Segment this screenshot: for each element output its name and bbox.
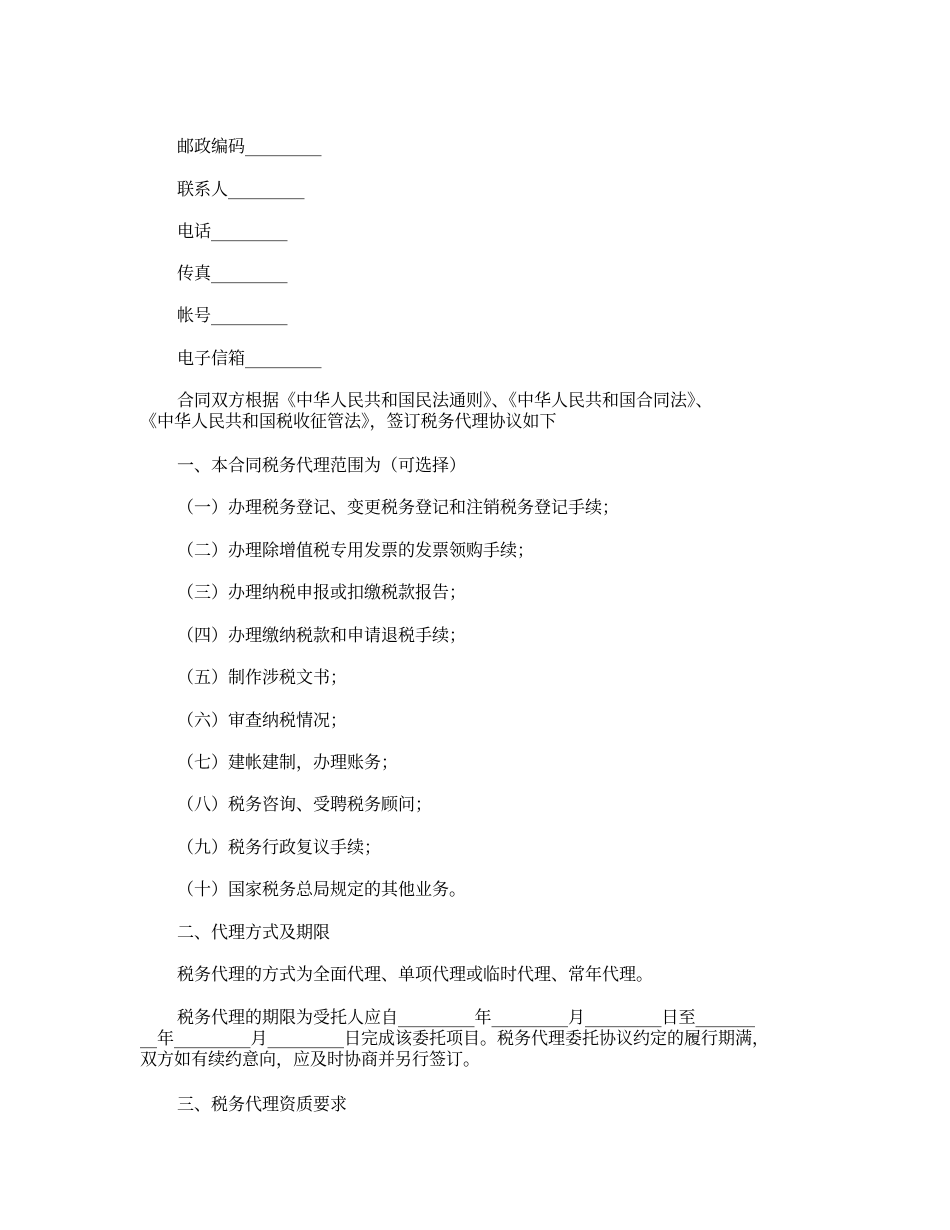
intro-paragraph-line-2: 《中华人民共和国税收征管法》，签订税务代理协议如下: [140, 412, 557, 432]
fax-field: 传真_________: [177, 264, 288, 284]
scope-item: （十）国家税务总局规定的其他业务。: [177, 880, 466, 900]
postal-code-field: 邮政编码_________: [177, 137, 322, 157]
section-2-heading: 二、代理方式及期限: [177, 923, 330, 943]
scope-item: （八）税务咨询、受聘税务顾问；: [177, 795, 432, 815]
intro-paragraph-line-1: 合同双方根据《中华人民共和国民法通则》、《中华人民共和国合同法》、: [177, 391, 713, 411]
agency-period-line-2: __年_________月_________日完成该委托项目。税务代理委托协议约定的履行期满，: [140, 1029, 769, 1049]
scope-item: （四）办理缴纳税款和申请退税手续；: [177, 626, 466, 646]
email-field: 电子信箱_________: [177, 349, 322, 369]
contact-field: 联系人_________: [177, 180, 305, 200]
scope-item: （五）制作涉税文书；: [177, 668, 347, 688]
scope-item: （七）建帐建制，办理账务；: [177, 753, 398, 773]
scope-item: （九）税务行政复议手续；: [177, 838, 381, 858]
account-field: 帐号_________: [177, 306, 288, 326]
scope-item: （一）办理税务登记、变更税务登记和注销税务登记手续；: [177, 498, 619, 518]
agency-method-paragraph: 税务代理的方式为全面代理、单项代理或临时代理、常年代理。: [177, 965, 653, 985]
phone-field: 电话_________: [177, 222, 288, 242]
agency-period-line-3: 双方如有续约意向，应及时协商并另行签订。: [140, 1050, 480, 1070]
scope-item: （二）办理除增值税专用发票的发票领购手续；: [177, 541, 534, 561]
section-3-heading: 三、税务代理资质要求: [177, 1095, 347, 1115]
scope-item: （三）办理纳税申报或扣缴税款报告；: [177, 583, 466, 603]
section-1-heading: 一、本合同税务代理范围为（可选择）: [177, 456, 466, 476]
scope-item: （六）审查纳税情况；: [177, 711, 347, 731]
agency-period-line-1: 税务代理的期限为受托人应自_________年_________月_________日至_______: [177, 1008, 755, 1028]
